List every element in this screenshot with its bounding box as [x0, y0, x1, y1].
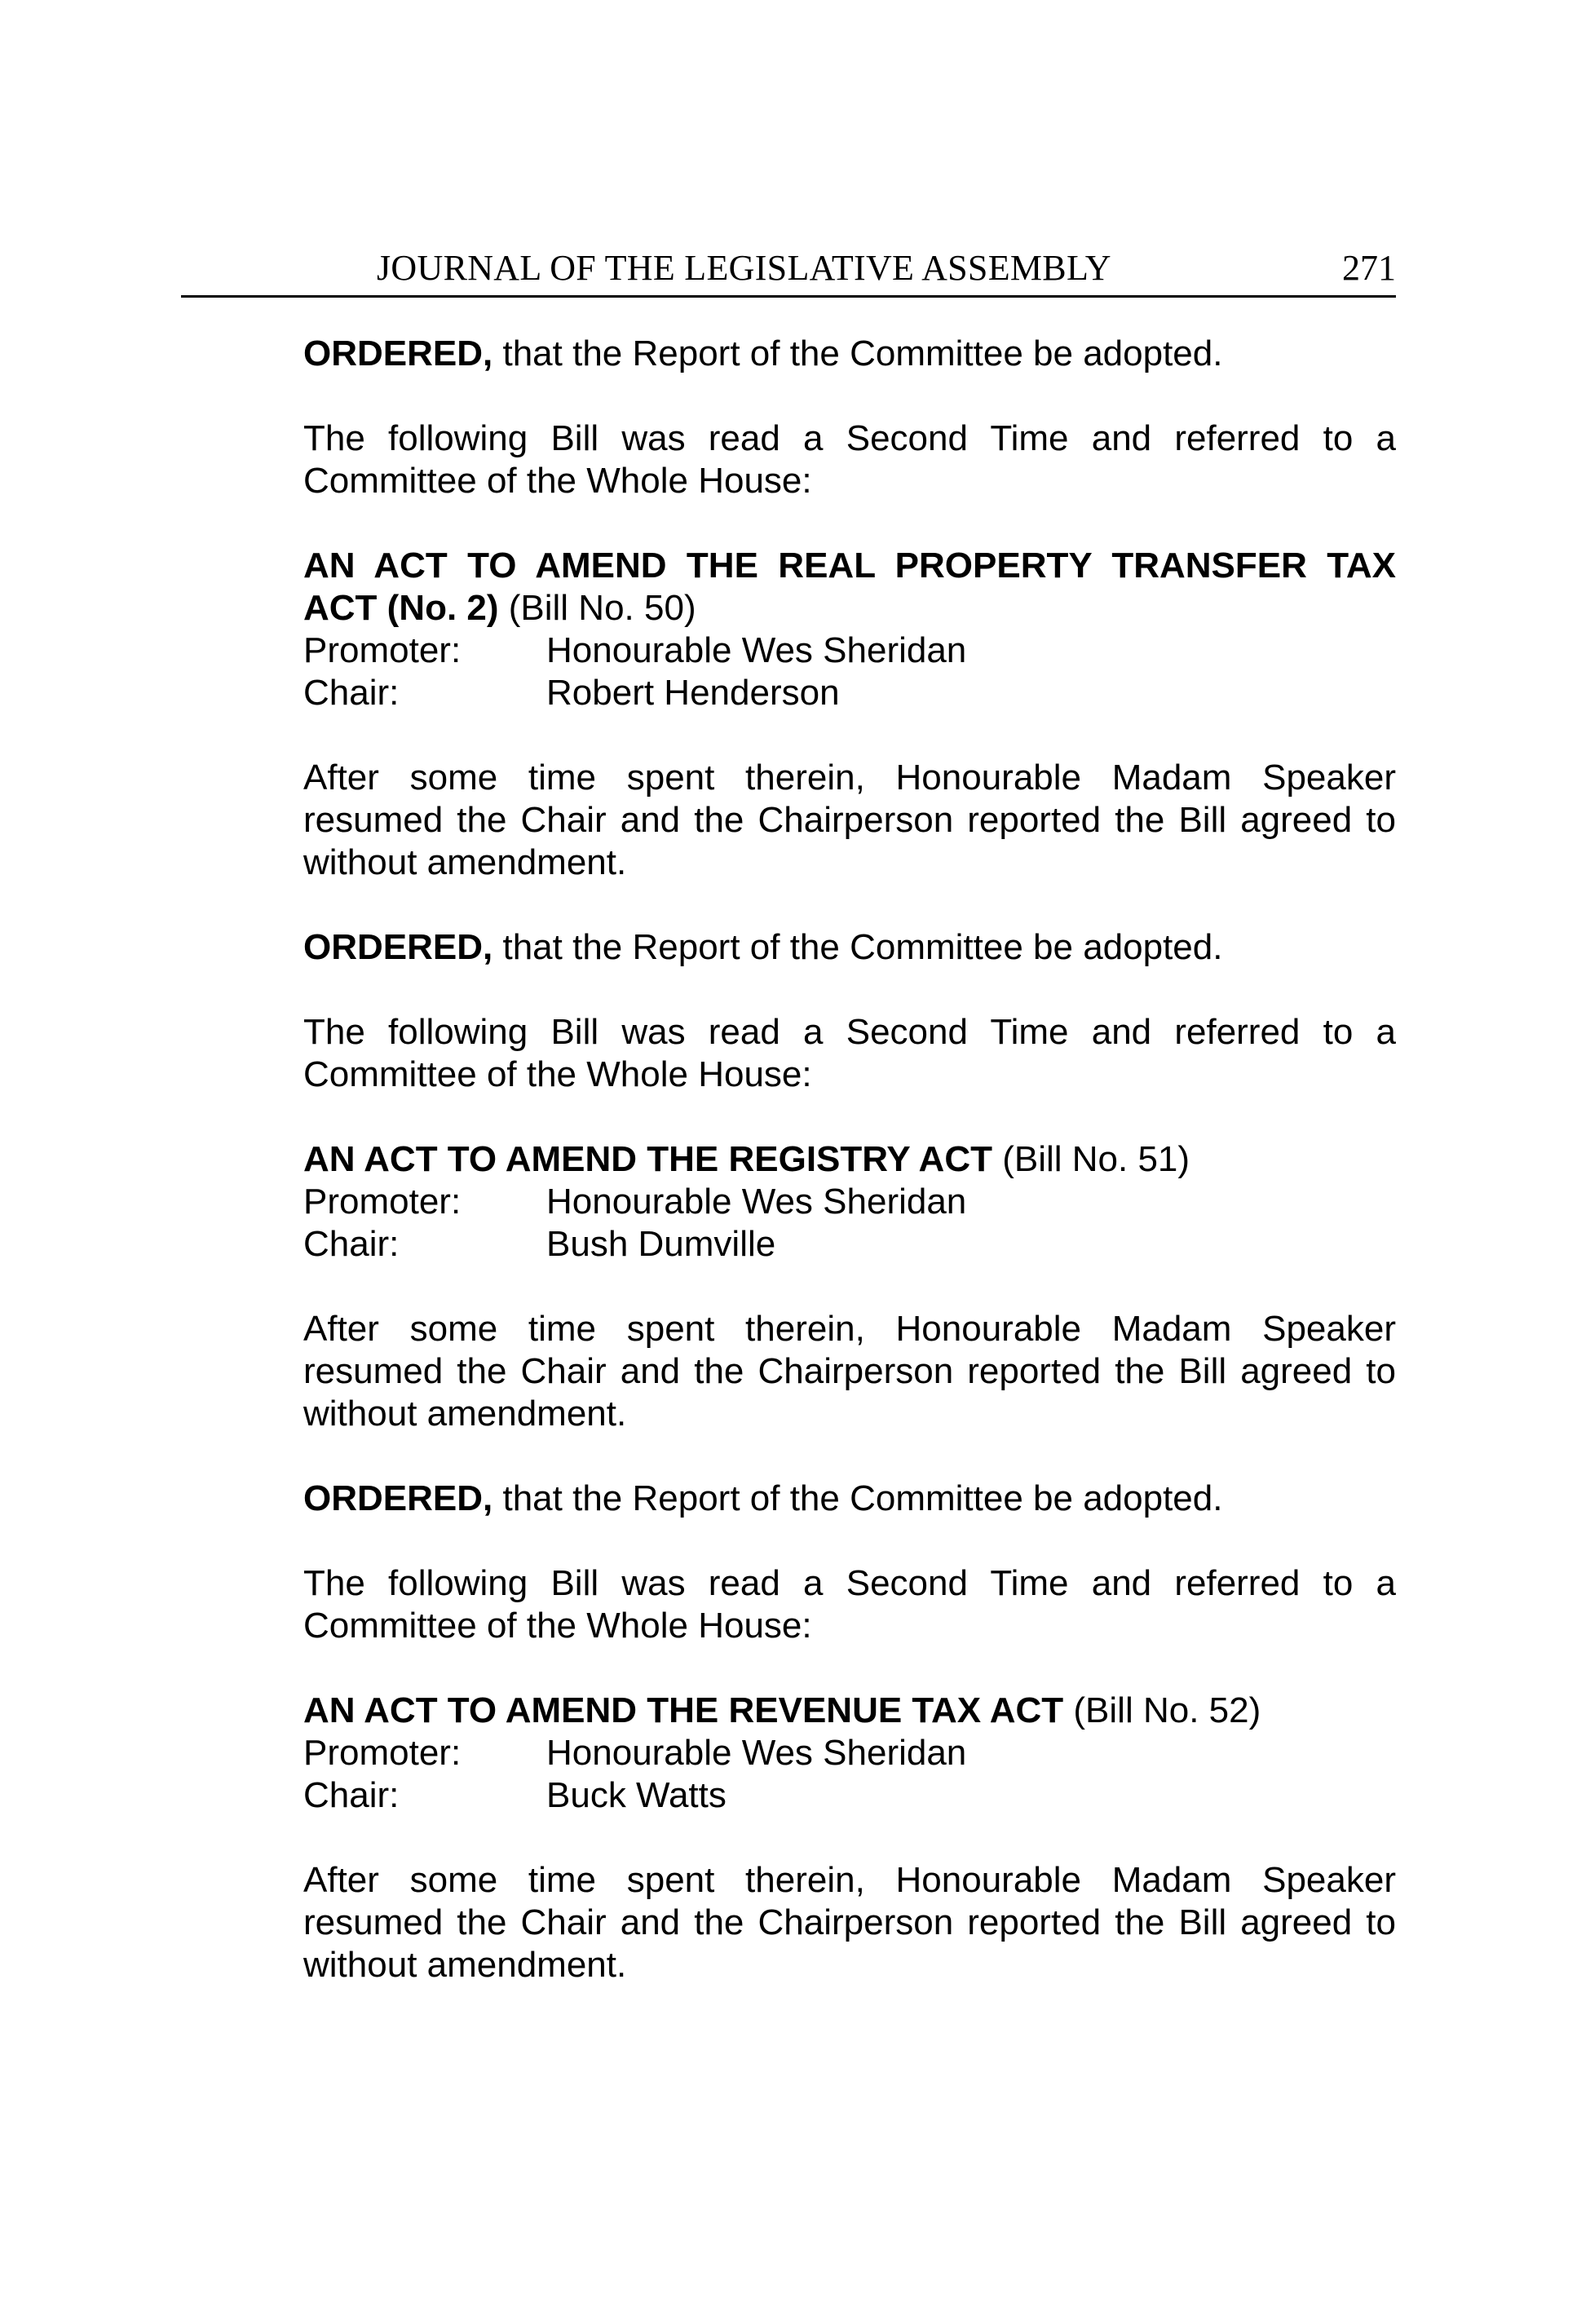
- promoter-row: [303, 1732, 1396, 1774]
- chair-name: Robert Henderson: [546, 673, 840, 713]
- committee-report-paragraph: After some time spent therein, Honourable Madam Speaker resumed the Chair and the Chairperson reported the Bill agreed to without amendment.: [303, 1309, 1396, 1434]
- order-text: that the Report of the Committee be adopted.: [492, 927, 1223, 967]
- ordered-keyword: ORDERED,: [303, 927, 493, 967]
- order-text: that the Report of the Committee be adopted.: [492, 1478, 1223, 1518]
- bill-title: [303, 1690, 1396, 1732]
- promoter-name: Honourable Wes Sheridan: [546, 1182, 967, 1222]
- bill-number: (Bill No. 50): [498, 588, 696, 628]
- bill-title-name: AN ACT TO AMEND THE REGISTRY ACT: [303, 1139, 992, 1179]
- chair-name: Buck Watts: [546, 1775, 727, 1815]
- chair-name: Bush Dumville: [546, 1224, 776, 1264]
- committee-report-paragraph: After some time spent therein, Honourable Madam Speaker resumed the Chair and the Chairperson reported the Bill agreed to without amendment.: [303, 758, 1396, 882]
- bill-number: (Bill No. 51): [992, 1139, 1190, 1179]
- promoter-label: Promoter:: [303, 630, 462, 670]
- order-paragraph: [303, 333, 1396, 375]
- bill-title-name: AN ACT TO AMEND THE REVENUE TAX ACT: [303, 1690, 1064, 1730]
- second-reading-paragraph: The following Bill was read a Second Time and referred to a Committee of the Whole House:: [303, 1012, 1396, 1094]
- order-text: that the Report of the Committee be adopted.: [492, 334, 1223, 373]
- promoter-row: [303, 1181, 1396, 1223]
- committee-report-paragraph: After some time spent therein, Honourable Madam Speaker resumed the Chair and the Chairperson reported the Bill agreed to without amendment.: [303, 1860, 1396, 1985]
- running-head: [181, 241, 1396, 298]
- chair-label: Chair:: [303, 1224, 400, 1264]
- bill-entry: [303, 1138, 1396, 1266]
- promoter-name: Honourable Wes Sheridan: [546, 1733, 967, 1773]
- chair-row: [303, 672, 1396, 714]
- bill-entry: [303, 1690, 1396, 1817]
- chair-row: [303, 1223, 1396, 1266]
- second-reading-paragraph: The following Bill was read a Second Time and referred to a Committee of the Whole House:: [303, 418, 1396, 501]
- ordered-keyword: ORDERED,: [303, 1478, 493, 1518]
- promoter-label: Promoter:: [303, 1733, 462, 1773]
- chair-label: Chair:: [303, 673, 400, 713]
- promoter-label: Promoter:: [303, 1182, 462, 1222]
- bill-title: [303, 1138, 1396, 1181]
- promoter-row: [303, 630, 1396, 672]
- page-number: 271: [1342, 248, 1396, 288]
- ordered-keyword: ORDERED,: [303, 334, 493, 373]
- bill-title: [303, 545, 1396, 630]
- journal-title: JOURNAL OF THE LEGISLATIVE ASSEMBLY: [377, 248, 1111, 288]
- journal-body: [303, 333, 1396, 1986]
- bill-title-name: AN ACT TO AMEND THE REAL PROPERTY TRANSFER TAX ACT (No. 2): [303, 546, 1396, 628]
- bill-entry: [303, 545, 1396, 714]
- chair-row: [303, 1774, 1396, 1817]
- order-paragraph: [303, 926, 1396, 969]
- bill-number: (Bill No. 52): [1063, 1690, 1261, 1730]
- promoter-name: Honourable Wes Sheridan: [546, 630, 967, 670]
- chair-label: Chair:: [303, 1775, 400, 1815]
- order-paragraph: [303, 1478, 1396, 1520]
- second-reading-paragraph: The following Bill was read a Second Time and referred to a Committee of the Whole House:: [303, 1563, 1396, 1646]
